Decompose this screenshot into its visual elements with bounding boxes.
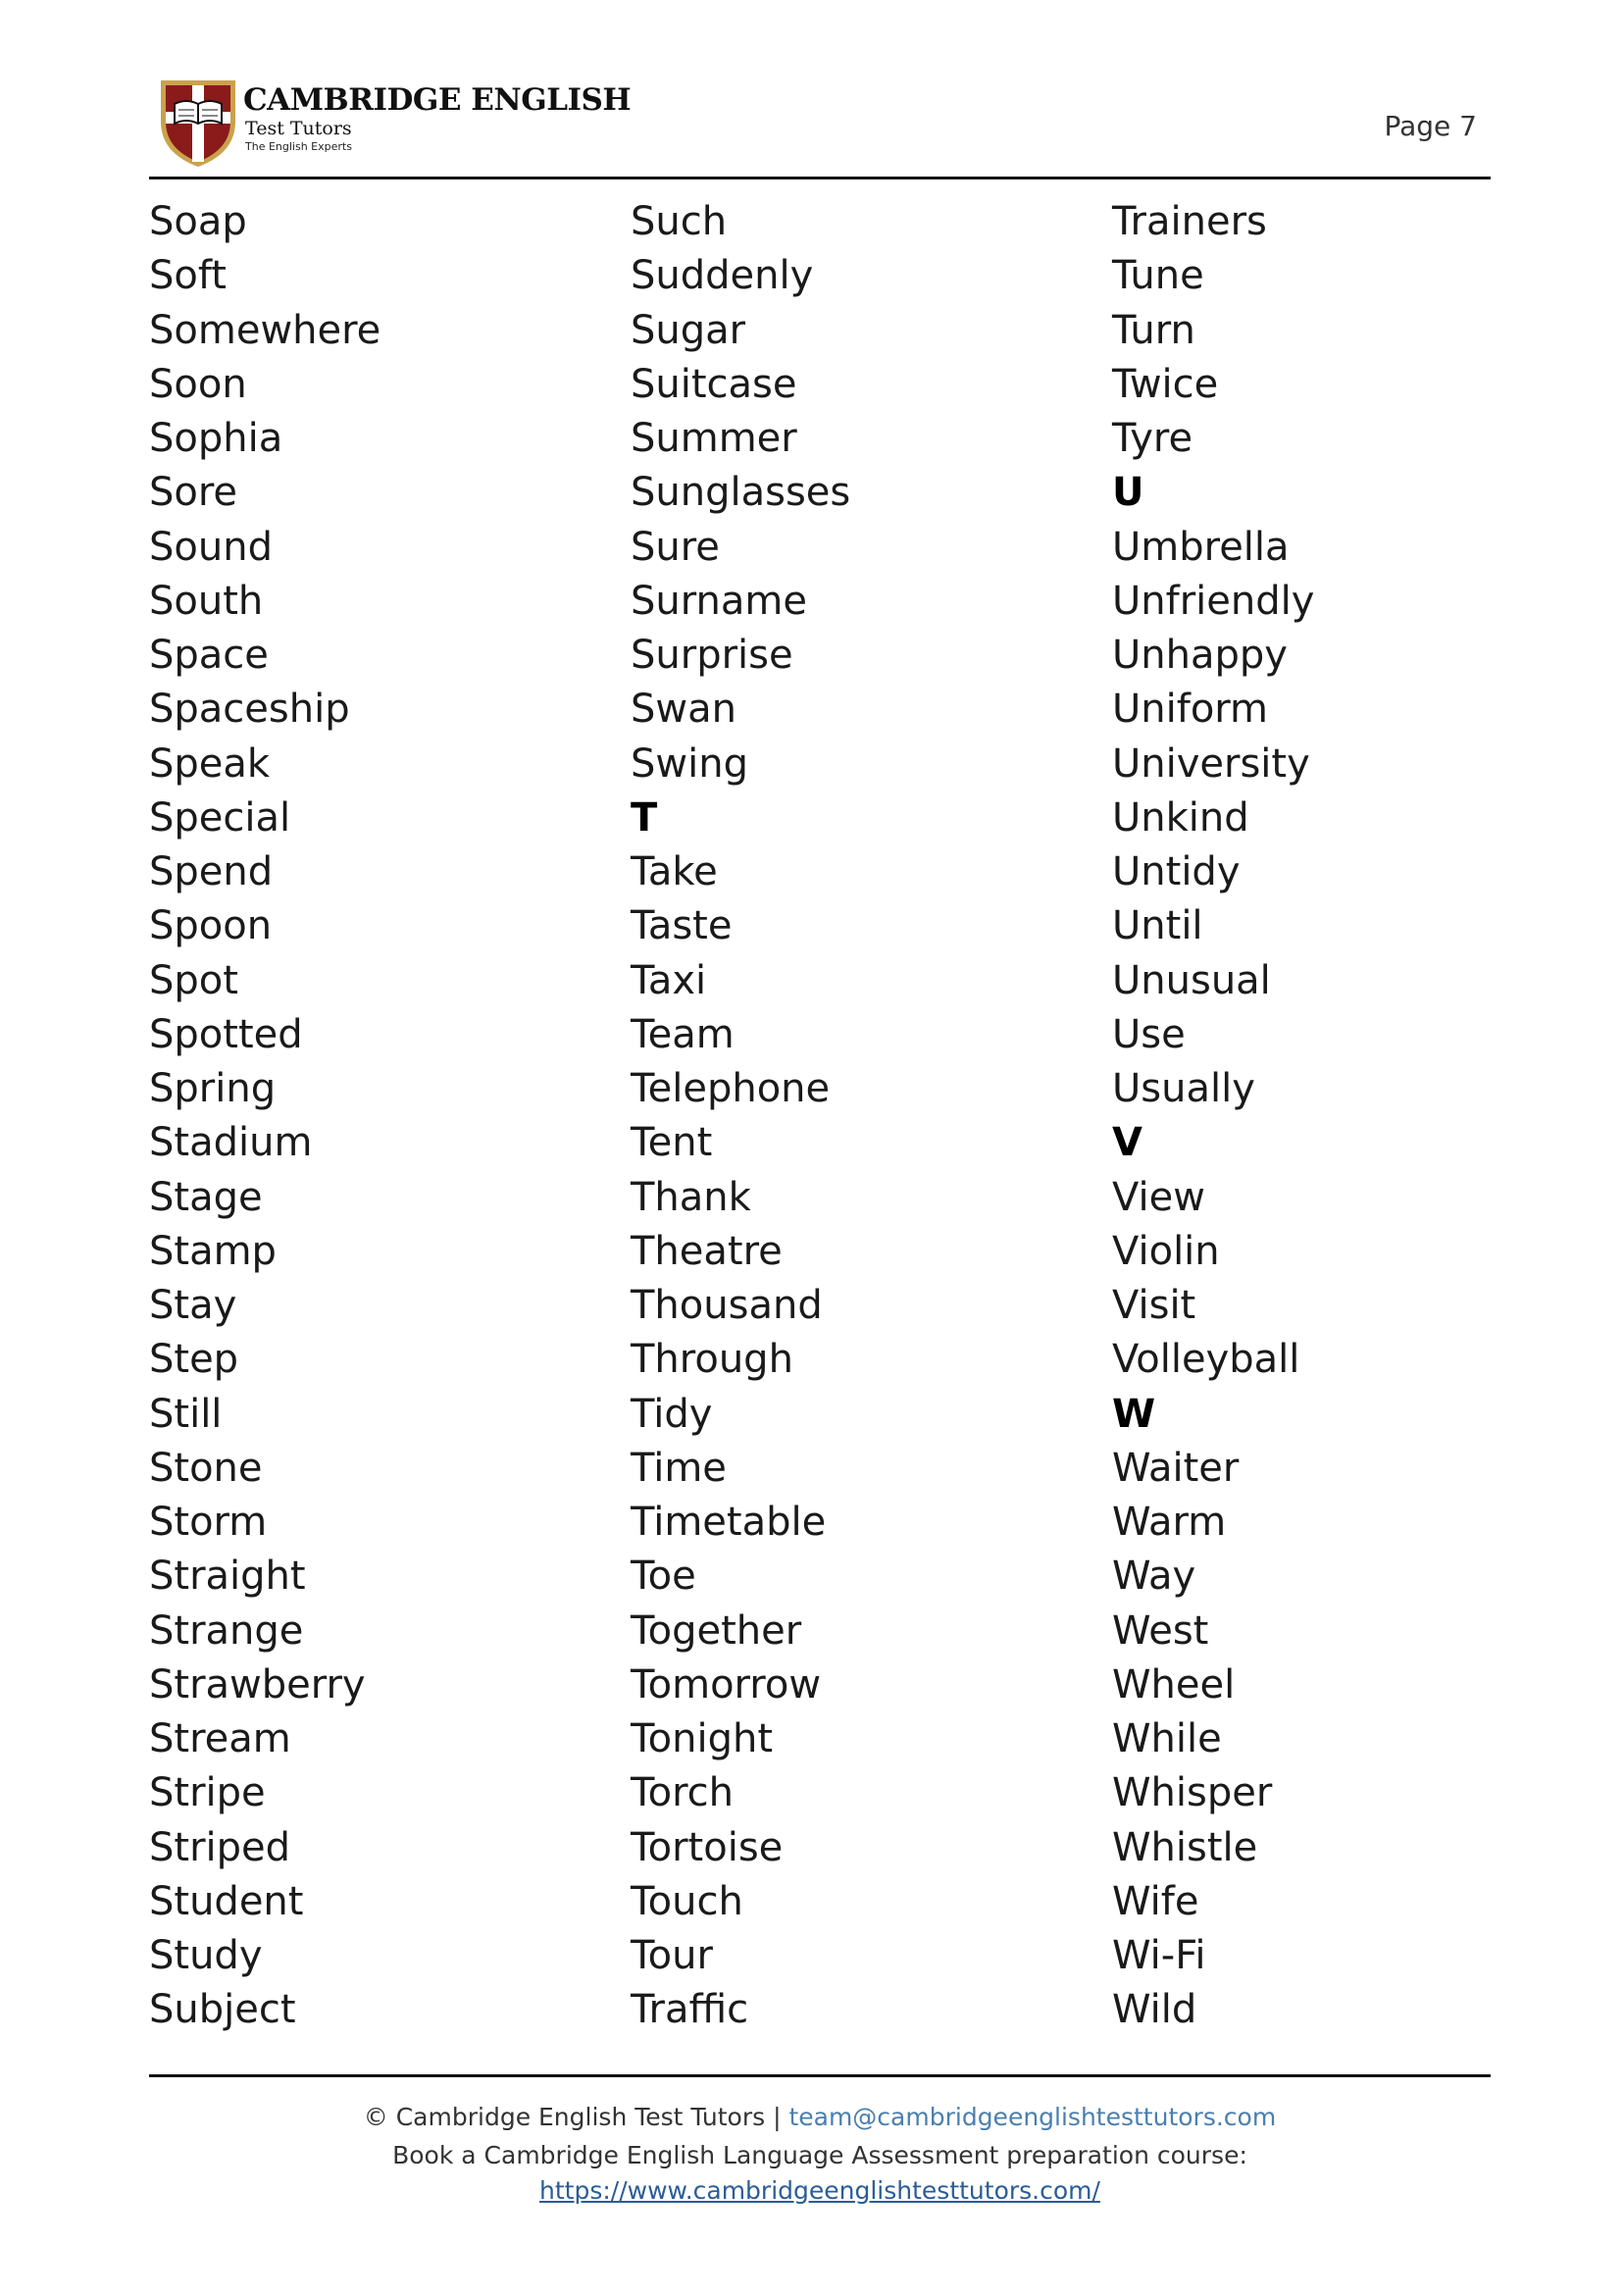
word-item: Stone [149,1445,263,1491]
word-item: Usually [1112,1066,1255,1111]
word-item: Violin [1112,1228,1220,1274]
word-item: Study [149,1933,263,1978]
word-item: Use [1112,1011,1186,1057]
word-item: Stage [149,1174,263,1220]
word-item: Whistle [1112,1824,1258,1870]
word-item: Team [631,1011,735,1057]
copyright-text: © Cambridge English Test Tutors | [363,2103,789,2131]
word-item: Sophia [149,416,283,461]
word-item: Stamp [149,1228,277,1274]
footer-contact-line [149,2097,1491,2138]
word-column-3 [1112,196,1563,2039]
word-item: Unhappy [1112,633,1288,678]
word-item: Unfriendly [1112,578,1315,624]
letter-heading: V [1112,1120,1142,1166]
word-item: Spot [149,957,238,1003]
word-item: Telephone [631,1066,831,1111]
email-link[interactable]: team@cambridgeenglishtesttutors.com [788,2103,1277,2131]
word-item: Soft [149,253,227,299]
word-item: Swan [631,687,736,733]
word-item: Spend [149,849,274,894]
word-column-1 [149,196,600,2039]
word-item: Untidy [1112,849,1241,894]
word-item: Storm [149,1500,268,1545]
word-item: Way [1112,1554,1196,1600]
letter-heading: U [1112,470,1144,516]
word-item: Still [149,1391,223,1437]
brand-title: CAMBRIDGE ENGLISH [243,82,632,118]
word-item: West [1112,1607,1209,1654]
word-item: Soap [149,199,247,244]
word-item: Trainers [1112,199,1267,244]
word-item: Tour [631,1933,713,1978]
word-item: Tent [631,1120,713,1166]
header-divider [149,177,1491,179]
word-item: Turn [1112,307,1195,353]
word-item: Tortoise [631,1824,784,1870]
word-item: Tune [1112,253,1204,299]
word-item: Spoon [149,903,273,949]
word-item: University [1112,740,1310,787]
word-item: Theatre [631,1228,783,1274]
letter-heading: W [1112,1391,1156,1437]
word-item: Taste [631,903,733,949]
word-item: Student [149,1878,304,1924]
word-item: Unkind [1112,794,1249,841]
word-item: Sore [149,470,238,516]
word-item: Swing [631,740,748,787]
word-item: Spring [149,1066,277,1111]
word-item: Space [149,633,269,678]
brand-subtitle: Test Tutors [245,118,352,139]
word-item: Wheel [1112,1661,1236,1708]
word-item: Tomorrow [631,1661,822,1708]
word-item: Such [631,199,728,244]
word-item: Taxi [631,957,707,1003]
word-item: Subject [149,1987,296,2033]
word-item: Straight [149,1554,306,1600]
word-item: Special [149,794,291,841]
footer-book-text: Book a Cambridge English Language Assessment preparation course: [392,2141,1247,2169]
word-item: While [1112,1716,1222,1761]
word-item: Twice [1112,361,1219,407]
word-item: Wild [1112,1987,1197,2033]
word-item: Surname [631,578,807,624]
word-item: Together [631,1607,802,1654]
word-item: Traffic [631,1987,749,2033]
word-item: Sunglasses [631,470,851,516]
word-item: Spaceship [149,687,350,733]
word-item: Somewhere [149,307,381,353]
word-item: Thank [631,1174,751,1220]
word-item: Time [631,1445,727,1491]
word-item: Touch [631,1878,743,1924]
word-item: Wi-Fi [1112,1933,1206,1978]
shield-logo-icon [157,75,239,169]
word-item: South [149,578,264,624]
word-item: Whisper [1112,1770,1273,1816]
word-item: Torch [631,1770,735,1816]
word-item: Stripe [149,1770,266,1816]
word-item: Suddenly [631,253,814,299]
word-item: Tyre [1112,416,1193,461]
page-footer [149,2097,1491,2209]
word-item: Striped [149,1824,291,1870]
word-item: Stadium [149,1120,313,1166]
word-item: Spotted [149,1011,303,1057]
word-item: Surprise [631,633,793,678]
word-item: Timetable [631,1500,827,1545]
word-item: Sound [149,524,273,570]
page-header [149,73,1491,175]
word-item: Warm [1112,1500,1227,1545]
word-item: Visit [1112,1283,1196,1328]
word-item: Waiter [1112,1445,1240,1491]
word-item: Until [1112,903,1203,949]
word-item: Unusual [1112,957,1271,1003]
word-item: Strawberry [149,1661,366,1708]
word-item: Wife [1112,1878,1199,1924]
letter-heading: T [631,794,658,841]
word-item: Sure [631,524,720,570]
word-item: Uniform [1112,687,1269,733]
word-item: Stay [149,1283,237,1328]
brand-tagline: The English Experts [245,140,352,153]
word-item: Step [149,1337,239,1383]
word-item: Soon [149,361,247,407]
word-item: Umbrella [1112,524,1290,570]
word-item: Suitcase [631,361,797,407]
word-item: Take [631,849,718,894]
word-item: Stream [149,1716,291,1761]
word-item: Thousand [631,1283,823,1328]
word-item: Sugar [631,307,746,353]
website-link[interactable]: https://www.cambridgeenglishtesttutors.com/ [539,2176,1100,2205]
word-item: Toe [631,1554,696,1600]
page-number: Page 7 [1384,110,1477,142]
word-item: Strange [149,1607,304,1654]
word-item: View [1112,1174,1205,1220]
footer-divider [149,2074,1491,2077]
word-item: Tidy [631,1391,713,1437]
word-item: Through [631,1337,793,1383]
word-item: Speak [149,740,271,787]
word-item: Volleyball [1112,1337,1300,1383]
word-item: Tonight [631,1716,773,1761]
word-column-2 [631,196,1082,2039]
word-item: Summer [631,416,797,461]
